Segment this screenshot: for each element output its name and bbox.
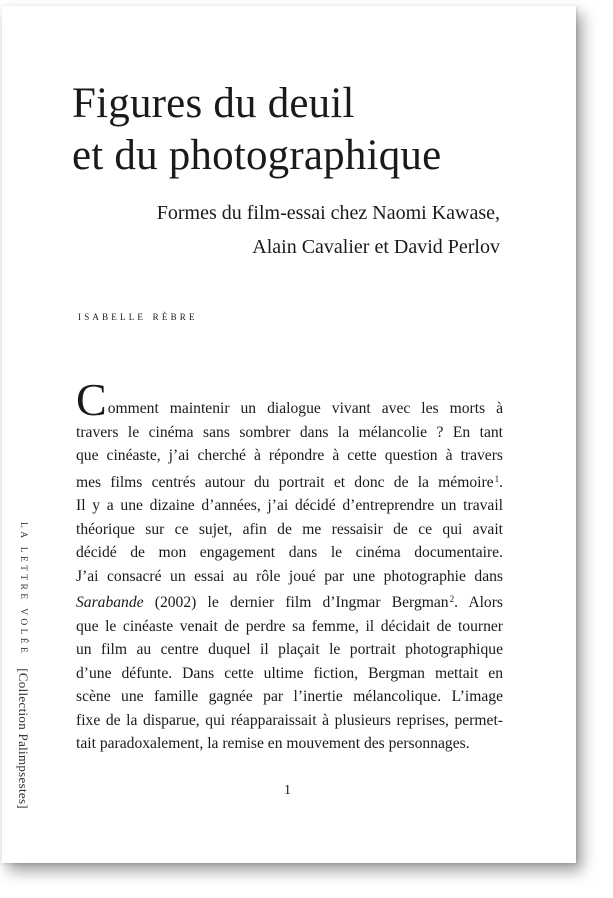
book-subtitle: [157, 196, 500, 264]
book-title: [72, 78, 441, 182]
text-line: Il y a une dizaine d’années, j’ai décidé d’entreprendre un travail: [76, 497, 503, 514]
text-line: d’une défunte. Dans cette ultime fiction, Bergman mettait en: [76, 664, 503, 682]
text-line: un film au centre duquel il plaçait le portrait photographique: [76, 641, 503, 658]
footnote-ref: 2: [449, 594, 455, 604]
text-line: travers le cinéma sans sombrer dans la mélancolie ? En tant: [76, 423, 503, 441]
text-line: J’ai consacré un essai au rôle joué par une photographie dans: [76, 567, 503, 585]
text-line: Comment maintenir un dialogue vivant avec les morts à: [76, 374, 503, 425]
drop-cap: C: [76, 374, 107, 425]
collection-name: [Collection Palimpsestes]: [16, 668, 31, 809]
text-line: décidé de mon engagement dans le cinéma documentaire.: [76, 544, 503, 561]
text-line: Sarabande (2002) le dernier film d’Ingmar Bergman$^2$. Alors: [76, 594, 503, 611]
book-page: [2, 6, 576, 863]
book-subtitle-line-1: Formes du film-essai chez Naomi Kawase,: [156, 202, 500, 224]
text-line: fixe de la disparue, qui réapparaissait à plusieurs reprises, permet-: [76, 711, 503, 729]
film-title: Sarabande: [76, 594, 144, 611]
spine-text: [14, 522, 32, 809]
text-line: théorique sur ce sujet, afin de me ressaisir de ce qui avait: [76, 520, 503, 538]
text-line: scène une famille gagnée par l’inertie mélancolique. L’image: [76, 688, 503, 705]
text-line: que le cinéaste venait de perdre sa femme, il décidait de tourner: [76, 617, 503, 635]
author-name: isabelle rèbre: [78, 308, 198, 323]
text-line: que cinéaste, j’ai cherché à répondre à cette question à travers: [76, 447, 503, 464]
text-line: mes films centrés autour du portrait et donc de la mémoire$^1$.: [76, 473, 503, 491]
page-number: 1: [284, 783, 291, 798]
text-line: tait paradoxalement, la remise en mouvement des personnages.: [76, 735, 470, 752]
book-title-line-2: et du photographique: [72, 132, 442, 179]
publisher-name: LA LETTRE VOLÉE: [18, 522, 28, 657]
footnote-ref: 1: [494, 473, 500, 484]
book-subtitle-line-2: Alain Cavalier et David Perlov: [252, 236, 500, 258]
book-title-line-1: Figures du deuil: [72, 80, 355, 127]
body-paragraph: [76, 374, 503, 756]
